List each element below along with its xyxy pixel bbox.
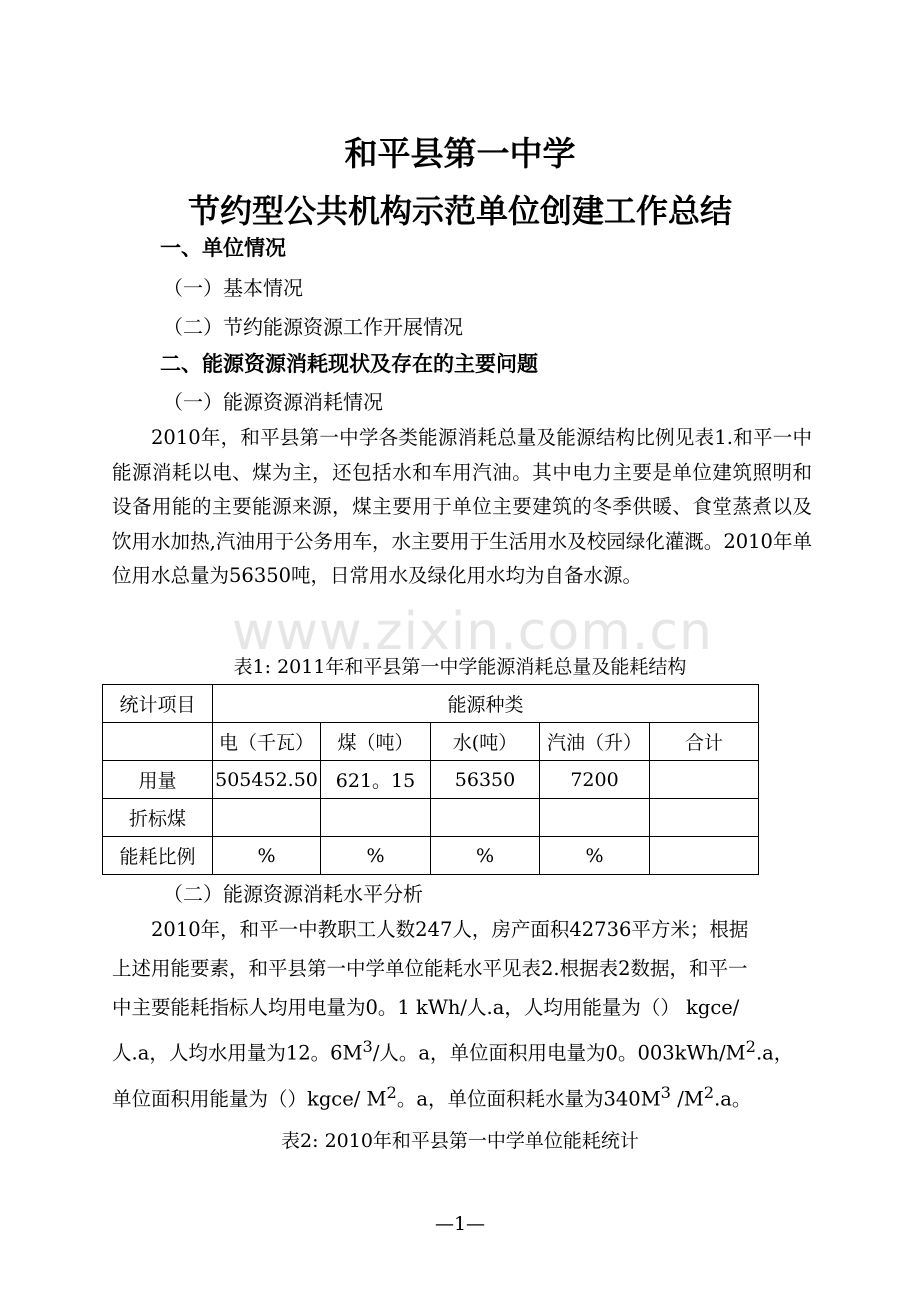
table-row xyxy=(103,761,759,799)
table-cell xyxy=(213,799,321,837)
subsection-basic-info: （一）基本情况 xyxy=(163,276,303,300)
table-cell: 505452.50 xyxy=(213,761,321,799)
table-cell: % xyxy=(431,837,540,875)
table2-caption: 表2: 2010年和平县第一中学单位能耗统计 xyxy=(281,1130,639,1152)
table-cell: 7200 xyxy=(540,761,650,799)
watermark: www.zixin.com.cn xyxy=(232,602,713,662)
column-total: 合计 xyxy=(650,723,759,761)
document-subtitle: 节约型公共机构示范单位创建工作总结 xyxy=(187,192,732,230)
table-cell xyxy=(650,761,759,799)
table-cell xyxy=(540,799,650,837)
line-fragment: 。a，单位面积耗水量为340M xyxy=(396,1087,661,1110)
subsection-energy-consumption: （一）能源资源消耗情况 xyxy=(163,390,383,414)
header-group-cell: 能源种类 xyxy=(213,685,759,723)
row-label: 用量 xyxy=(103,761,213,799)
table-cell xyxy=(321,799,431,837)
table-cell xyxy=(650,799,759,837)
line-fragment: /M xyxy=(671,1087,704,1110)
paragraph-line: 2010年，和平一中教职工人数247人，房产面积42736平方米；根据 xyxy=(151,918,749,941)
line-fragment: 人.a，人均水用量为12。6M xyxy=(112,1041,363,1065)
table1-caption: 表1: 2011年和平县第一中学能源消耗总量及能耗结构 xyxy=(233,656,687,678)
superscript: 3 xyxy=(362,1037,373,1056)
paragraph-text: 2010年，和平县第一中学各类能源消耗总量及能源结构比例见表1.和平一中能源消耗以电、煤为主，还包括水和车用汽油。其中电力主要是单位建筑照明和设备用能的主要能源来源，煤主要用于单位主要建筑的冬季供暖、食堂蒸煮以及饮用水加热,汽油用于公务用车，水主要用于生活用水及校园绿化灌溉。2010年单位用水总量为56350吨，日常用水及绿化用水均为自备水源。 xyxy=(112,426,812,587)
document-title: 和平县第一中学 xyxy=(344,134,576,173)
line-fragment: 单位面积用能量为（）kgce/ M xyxy=(112,1087,387,1110)
table-cell: % xyxy=(321,837,431,875)
page-number: —1— xyxy=(434,1213,486,1235)
paragraph-line xyxy=(112,1073,812,1119)
table-cell: 56350 xyxy=(431,761,540,799)
paragraph-line: 上述用能要素，和平县第一中学单位能耗水平见表2.根据表2数据，和平一 xyxy=(112,957,748,980)
line-fragment: /人。a，单位面积用电量为0。003kWh/M xyxy=(372,1041,746,1065)
section-heading-1: 一、单位情况 xyxy=(160,236,286,260)
energy-table xyxy=(102,684,759,875)
column-gasoline: 汽油（升） xyxy=(540,723,650,761)
superscript: 3 xyxy=(660,1082,671,1102)
empty-cell xyxy=(103,723,213,761)
column-coal: 煤（吨） xyxy=(321,723,431,761)
table-cell: % xyxy=(540,837,650,875)
row-label: 能耗比例 xyxy=(103,837,213,875)
table-cell: 621。15 xyxy=(321,761,431,799)
table-column-row xyxy=(103,723,759,761)
table-cell xyxy=(431,799,540,837)
header-item-cell: 统计项目 xyxy=(103,685,213,723)
line-fragment: .a。 xyxy=(714,1087,752,1110)
subsection-consumption-analysis: （二）能源资源消耗水平分析 xyxy=(163,882,423,906)
superscript: 2 xyxy=(386,1082,397,1102)
paragraph-line: 中主要能耗指标人均用电量为0。1 kWh/人.a，人均用能量为（） kgce/ xyxy=(112,996,740,1019)
table-row xyxy=(103,837,759,875)
table-cell: % xyxy=(213,837,321,875)
subsection-energy-saving-work: （二）节约能源资源工作开展情况 xyxy=(163,315,463,339)
paragraph-energy-consumption xyxy=(112,421,812,594)
table-row xyxy=(103,799,759,837)
table-header-row xyxy=(103,685,759,723)
column-electricity: 电（千瓦） xyxy=(213,723,321,761)
column-water: 水(吨） xyxy=(431,723,540,761)
paragraph-consumption-analysis xyxy=(112,910,812,1118)
paragraph-line xyxy=(112,1027,812,1073)
superscript: 2 xyxy=(703,1082,715,1102)
row-label: 折标煤 xyxy=(103,799,213,837)
line-fragment: .a， xyxy=(755,1041,794,1065)
table-cell xyxy=(650,837,759,875)
superscript: 2 xyxy=(745,1037,756,1056)
section-heading-2: 二、能源资源消耗现状及存在的主要问题 xyxy=(160,352,538,376)
